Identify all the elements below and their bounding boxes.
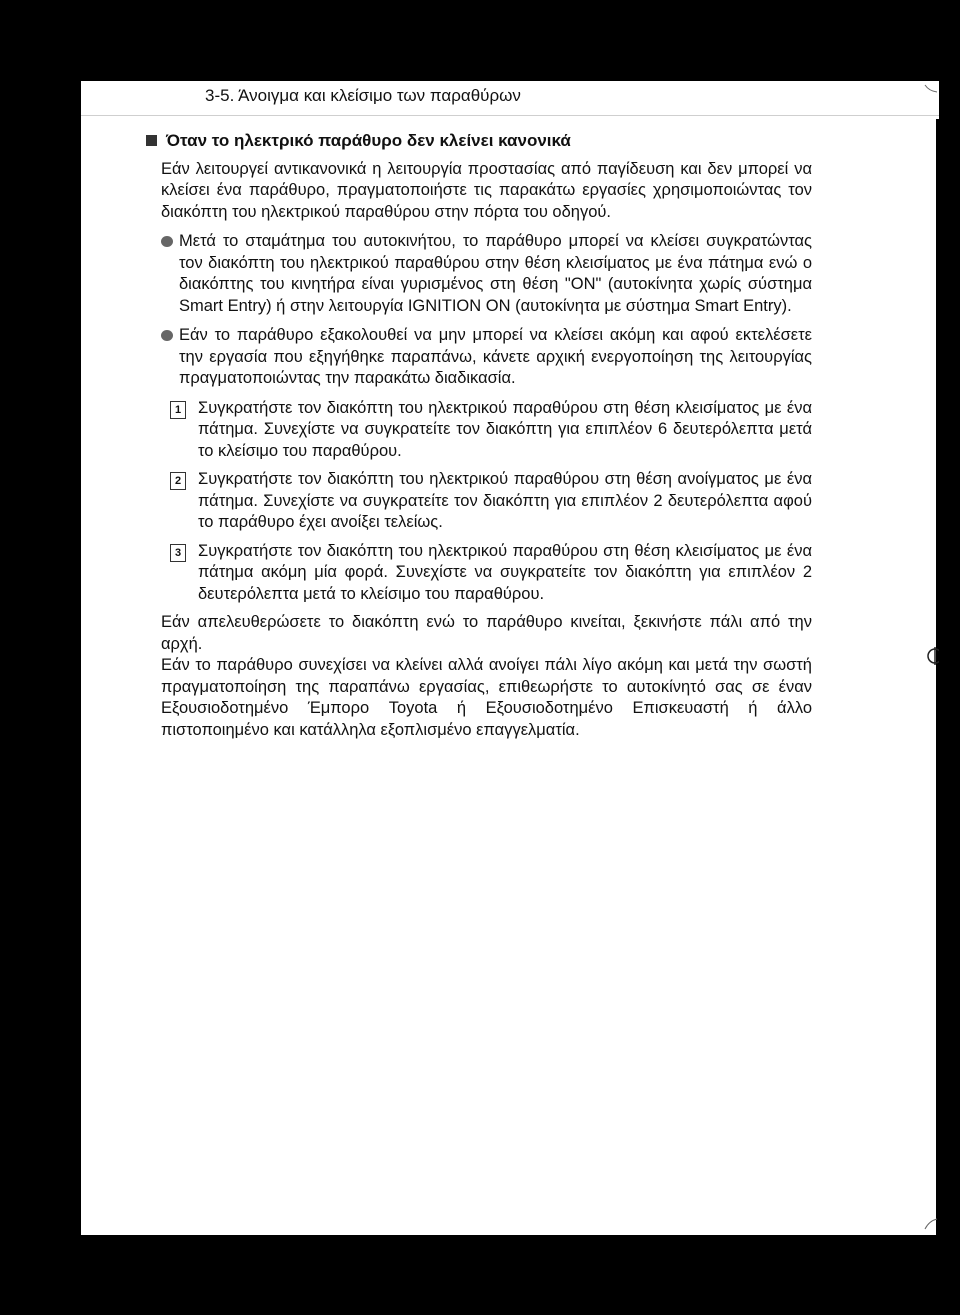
bullet-text: Εάν το παράθυρο εξακολουθεί να μην μπορεί να κλείσει ακόμη και αφού εκτελέσετε την εργασία που εξηγήθηκε παραπάνω, κάνετε αρχική ενεργοποίηση της λειτουργίας πραγματοποιώντας την παρακάτω διαδικασία. <box>179 326 812 387</box>
step-text: Συγκρατήστε τον διακόπτη του ηλεκτρικού παραθύρου στη θέση ανοίγματος με ένα πάτημα. Συνεχίστε να συγκρατείτε τον διακόπτη για επιπλέον 2 δευτερόλεπτα αφού το παράθυρο έχει ανοίξει τελείως. <box>198 470 812 531</box>
bullet-item <box>146 231 812 317</box>
step-text: Συγκρατήστε τον διακόπτη του ηλεκτρικού παραθύρου στη θέση κλεισίματος με ένα πάτημα. Συνεχίστε να συγκρατείτε τον διακόπτη για επιπλέον 6 δευτερόλεπτα μετά το κλείσιμο του παραθύρου. <box>198 398 812 460</box>
bullet-text: Μετά το σταμάτημα του αυτοκινήτου, το παράθυρο μπορεί να κλείσει συγκρατώντας τον διακόπτη του ηλεκτρικού παραθύρου στην θέση κλεισίματος με ένα πάτημα ενώ ο διακόπτης του κινητήρα είναι γυρισμένος στη θέση "ON" (αυτοκίνητα χωρίς σύστημα Smart Entry) ή στην λειτουργία IGNITION ON (αυτοκίνητα με σύστημα Smart Entry). <box>179 232 812 315</box>
crop-mark-bottom-right-icon <box>923 1215 939 1233</box>
section-heading-text: Όταν το ηλεκτρικό παράθυρο δεν κλείνει κανονικά <box>166 131 571 150</box>
manual-page <box>81 81 939 1235</box>
page-header-title: 3-5. Άνοιγμα και κλείσιμο των παραθύρων <box>205 86 521 105</box>
header-divider <box>81 115 939 116</box>
page-edge-bar <box>936 119 939 1235</box>
step-text: Συγκρατήστε τον διακόπτη του ηλεκτρικού παραθύρου στη θέση κλεισίματος με ένα πάτημα ακόμη μία φορά. Συνεχίστε να συγκρατείτε τον διακόπτη για επιπλέον 2 δευτερόλεπτα μετά το κλείσιμο του παραθύρου. <box>198 541 812 603</box>
step-number-box: 3 <box>170 544 186 562</box>
bullet-item <box>146 325 812 390</box>
square-bullet-icon <box>146 135 157 146</box>
circle-bullet-icon <box>161 330 173 341</box>
step-item <box>146 469 812 534</box>
step-item <box>146 398 812 463</box>
step-number-box: 1 <box>170 401 186 419</box>
step-item <box>146 541 812 606</box>
intro-paragraph: Εάν λειτουργεί αντικανονικά η λειτουργία προστασίας από παγίδευση και δεν μπορεί να κλείσει ένα παράθυρο, πραγματοποιήστε τις παρακάτω εργασίες χρησιμοποιώντας τον διακόπτη του ηλεκτρικού παραθύρου στην πόρτα του οδηγού. <box>161 159 812 221</box>
step-number-box: 2 <box>170 472 186 490</box>
closing-paragraph-restart: Εάν απελευθερώσετε το διακόπτη ενώ το παράθυρο κινείται, ξεκινήστε πάλι από την αρχή. <box>161 613 812 653</box>
crop-mark-top-right-icon <box>923 81 939 97</box>
section-heading <box>146 130 812 152</box>
content-area <box>146 130 812 741</box>
crop-mark-right-middle-icon <box>923 647 939 665</box>
closing-paragraph-inspect: Εάν το παράθυρο συνεχίσει να κλείνει αλλά ανοίγει πάλι λίγο ακόμη και μετά την σωστή πραγματοποίηση της παραπάνω εργασίας, επιθεωρήστε το αυτοκίνητό σας σε έναν Εξουσιοδοτημένο Έμπορο Toyota ή Εξουσιοδοτημένο Επισκευαστή ή άλλο πιστοποιημένο και κατάλληλα εξοπλισμένο επαγγελματία. <box>161 656 812 739</box>
circle-bullet-icon <box>161 236 173 247</box>
